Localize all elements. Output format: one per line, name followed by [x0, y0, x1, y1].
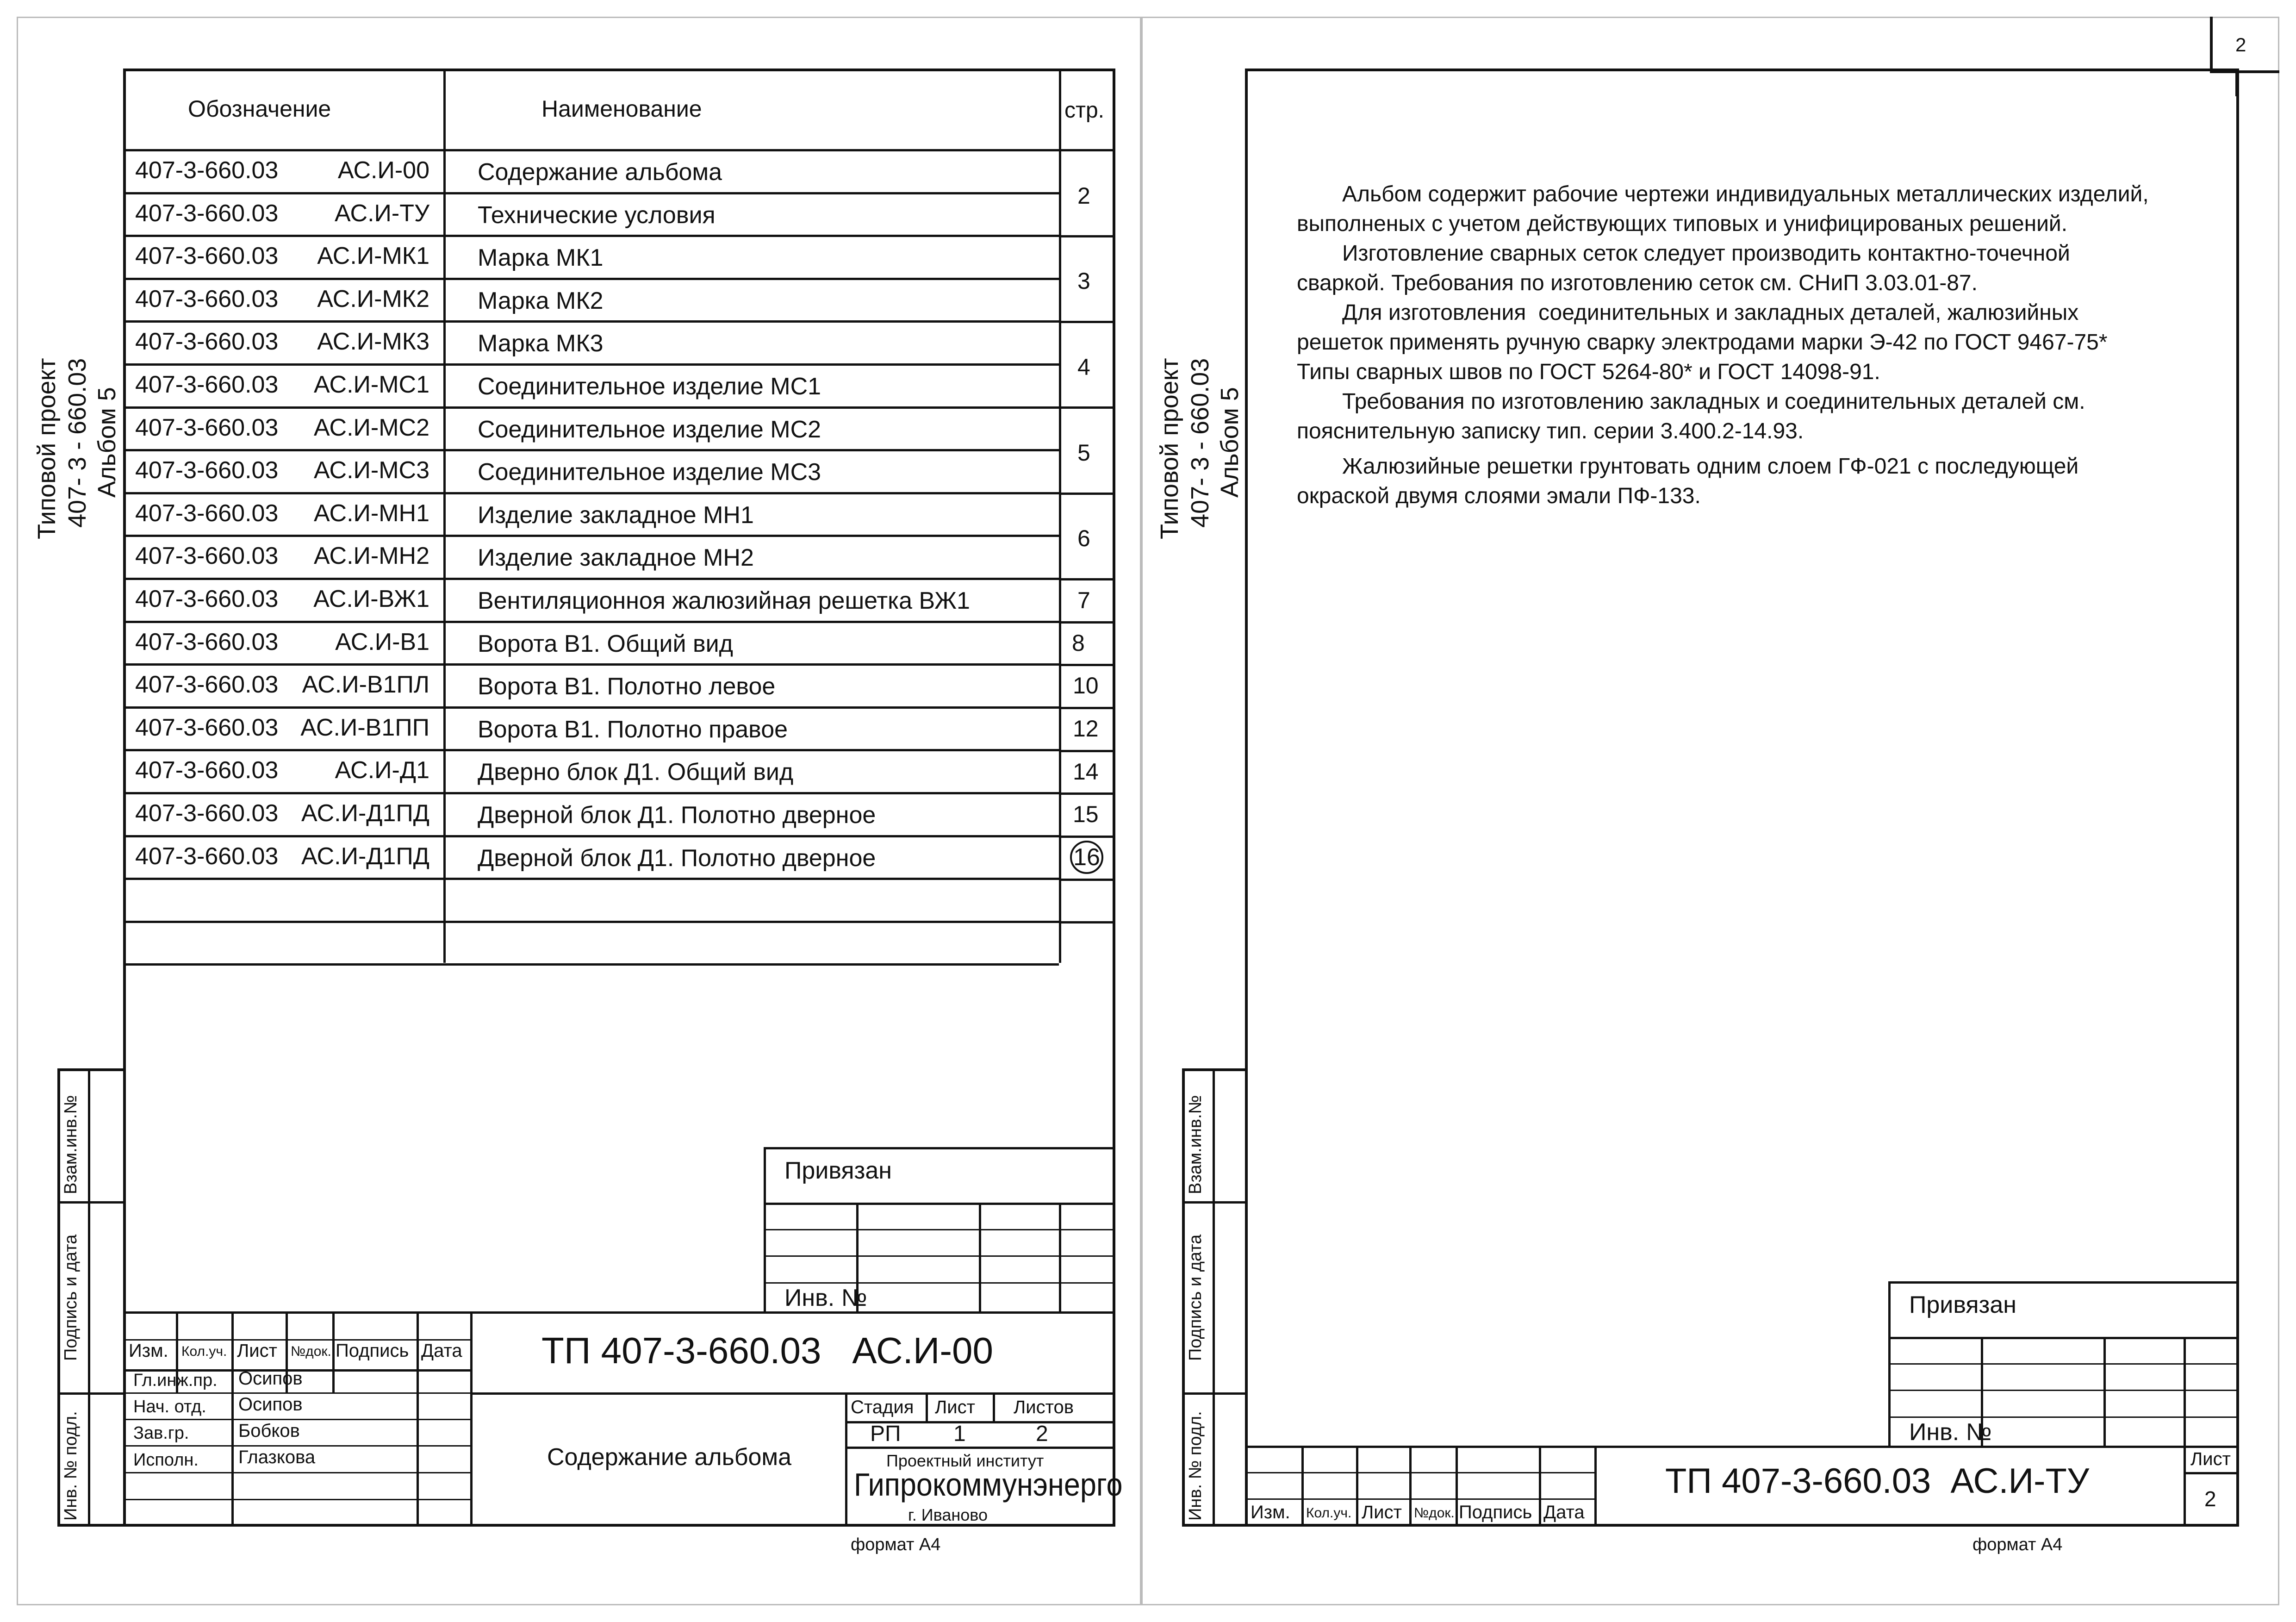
page-num: 6 [1077, 525, 1090, 551]
right-format-label: формат А4 [1972, 1535, 2063, 1554]
row-number: 407-3-660.03 [135, 328, 279, 355]
page-num: 12 [1073, 716, 1099, 742]
row-number: 407-3-660.03 [135, 800, 279, 827]
row-number: 407-3-660.03 [135, 500, 279, 527]
privyazan-label: Привязан [1909, 1291, 2017, 1318]
table-row-divider [123, 235, 1059, 237]
table-row-divider [123, 706, 1059, 709]
privyazan-label: Привязан [784, 1157, 892, 1184]
inv-no-label: Инв. № [1909, 1419, 1992, 1446]
row-name: Технические условия [478, 202, 716, 229]
col-header-page: стр. [1064, 98, 1105, 123]
side-label-line3: Альбом 5 [1216, 387, 1244, 498]
row-number: 407-3-660.03 [135, 757, 279, 784]
stamp-col-list: Лист [1362, 1502, 1402, 1522]
row-name: Соединительное изделие МС1 [478, 373, 821, 400]
row-name: Дверной блок Д1. Полотно дверное [478, 845, 876, 872]
row-number: 407-3-660.03 [135, 457, 279, 484]
stamp-sheet: 2 [2204, 1487, 2216, 1511]
row-code: АС.И-Д1 [335, 757, 429, 784]
row-name: Соединительное изделие МС3 [478, 459, 821, 486]
row-number: 407-3-660.03 [135, 586, 279, 612]
text-line: решеток применять ручную сварку электродами марки Э-42 по ГОСТ 9467-75* [1297, 330, 2108, 355]
row-name: Изделие закладное МН2 [478, 544, 754, 571]
side-label-line3: Альбом 5 [93, 387, 121, 498]
stamp-stage: РП [870, 1422, 901, 1446]
row-number: 407-3-660.03 [135, 714, 279, 741]
row-name: Марка МК1 [478, 244, 604, 271]
row-code: АС.И-В1 [335, 629, 429, 655]
org-line1: Проектный институт [886, 1451, 1044, 1470]
org-line2: Гипрокоммунэнерго [854, 1466, 1123, 1503]
text-line: пояснительную записку тип. серии 3.400.2-14.93. [1297, 419, 1804, 443]
row-code: АС.И-МК1 [317, 243, 429, 269]
stamp-sheet: 1 [953, 1422, 966, 1446]
stamp-person: Осипов [238, 1368, 303, 1389]
text-line: Жалюзийные решетки грунтовать одним слоем ГФ-021 с последующей [1342, 454, 2079, 479]
page-num: 4 [1077, 354, 1090, 380]
side-label-line2: 407- 3 - 660.03 [1186, 358, 1214, 528]
stamp-role: Исполн. [133, 1450, 199, 1470]
row-name: Содержание альбома [478, 159, 722, 186]
row-number: 407-3-660.03 [135, 286, 279, 312]
row-code: АС.И-МК2 [317, 286, 429, 312]
text-line: Изготовление сварных сеток следует производить контактно-точечной [1342, 241, 2070, 266]
stamp-col-data: Дата [1543, 1502, 1585, 1522]
page-num: 15 [1073, 801, 1099, 827]
inv-no-label: Инв. № [784, 1285, 867, 1311]
left-format-label: формат А4 [851, 1535, 941, 1554]
stamp-role: Нач. отд. [133, 1397, 206, 1416]
row-name: Соединительное изделие МС2 [478, 416, 821, 443]
table-row-divider [123, 963, 1059, 966]
stamp-designation: ТП 407-3-660.03 АС.И-ТУ [1665, 1461, 2090, 1501]
row-name: Дверной блок Д1. Полотно дверное [478, 802, 876, 829]
table-row-divider [123, 320, 1059, 323]
stamp-sheets: 2 [1036, 1422, 1048, 1446]
col-header-code: Обозначение [188, 96, 331, 122]
row-number: 407-3-660.03 [135, 629, 279, 655]
row-number: 407-3-660.03 [135, 543, 279, 569]
table-row-divider [123, 878, 1059, 880]
row-number: 407-3-660.03 [135, 371, 279, 398]
row-name: Марка МК2 [478, 287, 604, 314]
row-number: 407-3-660.03 [135, 200, 279, 227]
table-row-divider [123, 792, 1059, 794]
stamp-col-izm: Изм. [129, 1341, 168, 1361]
stamp-col-list: Лист [237, 1341, 277, 1361]
stamp-col-data: Дата [421, 1341, 462, 1361]
table-row-divider [123, 535, 1059, 537]
row-code: АС.И-Д1ПД [301, 843, 429, 870]
page-num: 10 [1073, 673, 1099, 699]
page-num: 14 [1073, 759, 1099, 785]
page-num: 8 [1072, 630, 1085, 656]
stamp-col-ndok: №док. [291, 1344, 331, 1359]
row-code: АС.И-МН2 [313, 543, 429, 569]
stamp-sheet-label: Лист [935, 1397, 975, 1417]
page-num: 3 [1077, 268, 1090, 294]
row-code: АС.И-МС3 [313, 457, 429, 484]
table-row-divider [123, 406, 1059, 409]
row-name: Ворота В1. Полотно правое [478, 716, 788, 743]
stamp-sheet-label: Лист [2190, 1449, 2231, 1469]
table-row-divider [123, 749, 1059, 751]
table-row-divider [123, 663, 1059, 666]
left-stamp-vzam: Взам.инв.№ [61, 1095, 81, 1194]
page-num-circled: 16 [1070, 841, 1103, 874]
stamp-sheets-label: Листов [1014, 1397, 1074, 1417]
table-row-divider [123, 449, 1059, 451]
row-code: АС.И-ВЖ1 [313, 586, 429, 612]
stamp-role: Зав.гр. [133, 1423, 189, 1443]
table-row-divider [123, 921, 1059, 923]
row-code: АС.И-В1ПП [300, 714, 429, 741]
row-number: 407-3-660.03 [135, 671, 279, 698]
text-line: выполненых с учетом действующих типовых и унифицированых решений. [1297, 212, 2068, 236]
row-code: АС.И-В1ПЛ [302, 671, 429, 698]
side-label-line2: 407- 3 - 660.03 [63, 358, 91, 528]
col-header-name: Наименование [541, 96, 702, 122]
side-label-line1: Типовой проект [1156, 358, 1183, 539]
row-name: Изделие закладное МН1 [478, 502, 754, 529]
row-name: Дверно блок Д1. Общий вид [478, 759, 794, 786]
row-code: АС.И-00 [337, 157, 429, 184]
right-stamp-inv: Инв. № подл. [1186, 1411, 1205, 1521]
text-line: Для изготовления соединительных и закладных деталей, жалюзийных [1342, 300, 2079, 325]
text-line: Альбом содержит рабочие чертежи индивидуальных металлических изделий, [1342, 182, 2149, 206]
table-row-divider [123, 492, 1059, 494]
stamp-col-ndok: №док. [1414, 1505, 1455, 1521]
row-name: Марка МК3 [478, 330, 604, 357]
row-number: 407-3-660.03 [135, 243, 279, 269]
table-row-divider [123, 835, 1059, 837]
text-line: Требования по изготовлению закладных и соединительных деталей см. [1342, 389, 2085, 414]
table-row-divider [123, 621, 1059, 623]
row-number: 407-3-660.03 [135, 157, 279, 184]
stamp-designation: ТП 407-3-660.03 АС.И-00 [541, 1330, 993, 1371]
right-stamp-vzam: Взам.инв.№ [1186, 1095, 1205, 1194]
text-line: Типы сварных швов по ГОСТ 5264-80* и ГОСТ 14098-91. [1297, 360, 1880, 384]
left-stamp-inv: Инв. № подл. [61, 1411, 81, 1521]
row-number: 407-3-660.03 [135, 843, 279, 870]
stamp-col-podpis: Подпись [336, 1341, 409, 1361]
row-number: 407-3-660.03 [135, 414, 279, 441]
table-row-divider [123, 363, 1059, 366]
stamp-stage-label: Стадия [851, 1397, 914, 1417]
stamp-person: Осипов [238, 1394, 303, 1415]
page-number: 2 [2235, 34, 2246, 56]
stamp-role: Гл.инж.пр. [133, 1371, 218, 1390]
row-code: АС.И-МС2 [313, 414, 429, 441]
table-row-divider [123, 578, 1059, 580]
stamp-person: Глазкова [238, 1447, 316, 1467]
right-stamp-podpis: Подпись и дата [1186, 1234, 1205, 1361]
row-code: АС.И-МС1 [313, 371, 429, 398]
text-line: окраской двумя слоями эмали ПФ-133. [1297, 484, 1701, 508]
row-code: АС.И-Д1ПД [301, 800, 429, 827]
side-label-line1: Типовой проект [33, 358, 61, 539]
stamp-person: Бобков [238, 1421, 300, 1441]
stamp-title: Содержание альбома [547, 1444, 792, 1471]
row-name: Вентиляционноя жалюзийная решетка ВЖ1 [478, 587, 970, 614]
stamp-col-izm: Изм. [1251, 1502, 1290, 1522]
stamp-col-kolvo: Кол.уч. [181, 1344, 227, 1359]
row-code: АС.И-ТУ [334, 200, 429, 227]
row-name: Ворота В1. Полотно левое [478, 673, 776, 700]
row-code: АС.И-МК3 [317, 328, 429, 355]
page-num: 7 [1077, 587, 1090, 613]
stamp-col-kolvo: Кол.уч. [1306, 1505, 1352, 1521]
table-row-divider [123, 192, 1059, 194]
row-code: АС.И-МН1 [313, 500, 429, 527]
text-line: сваркой. Требования по изготовлению сеток см. СНиП 3.03.01-87. [1297, 271, 1978, 295]
table-row-divider [123, 278, 1059, 280]
page-num: 2 [1077, 183, 1090, 209]
left-stamp-podpis: Подпись и дата [61, 1234, 81, 1361]
row-name: Ворота В1. Общий вид [478, 630, 733, 657]
stamp-col-podpis: Подпись [1459, 1502, 1532, 1522]
page-num: 5 [1077, 440, 1090, 466]
org-line3: г. Иваново [908, 1505, 988, 1524]
